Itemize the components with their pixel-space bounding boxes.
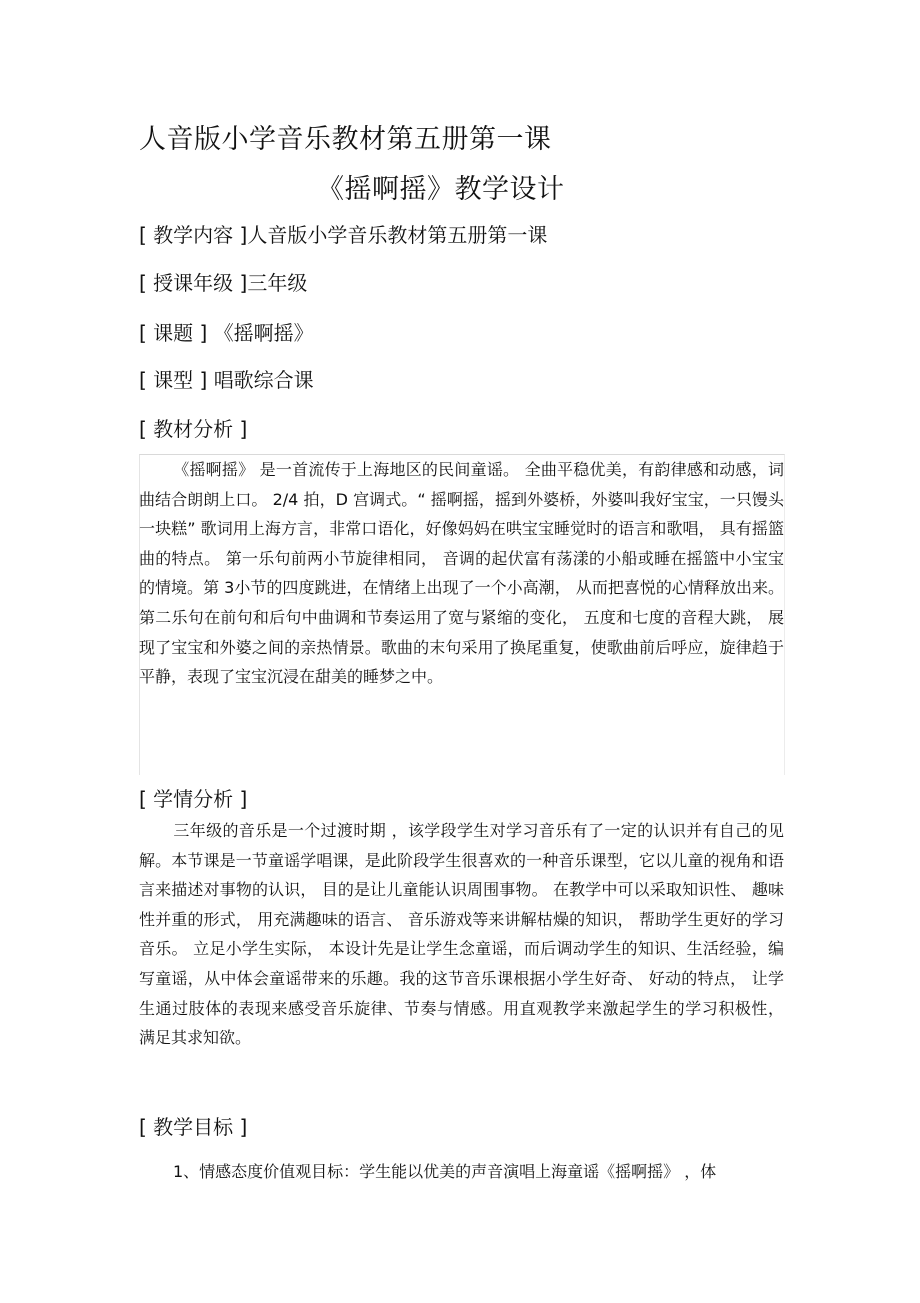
- field-grade: [139, 269, 307, 297]
- field-label: [ 课型 ]: [139, 368, 208, 392]
- field-value: 《摇啊摇》: [213, 321, 314, 345]
- field-value: 三年级: [247, 271, 308, 295]
- field-value: 人音版小学音乐教材第五册第一课: [247, 223, 548, 247]
- field-lesson-type: [139, 366, 314, 394]
- field-topic: [139, 319, 314, 347]
- section-heading-material: [ 教材分析 ]: [139, 417, 248, 441]
- field-label: [ 教学内容 ]: [139, 223, 248, 247]
- document-title-line2: 《摇啊摇》教学设计: [317, 174, 565, 205]
- document-title-line1: 人音版小学音乐教材第五册第一课: [139, 124, 552, 155]
- field-label: [ 授课年级 ]: [139, 271, 248, 295]
- field-teaching-content: [139, 221, 547, 249]
- material-analysis-text: 《摇啊摇》 是一首流传于上海地区的民间童谣。 全曲平稳优美，有韵律感和动感，词曲结合朗朗上口。 2/4 拍，D 宫调式。“ 摇啊摇，摇到外婆桥，外婆叫我好宝宝，一只馒头一块糕” 歌词用上海方言，非常口语化，好像妈妈在哄宝宝睡觉时的语言和歌唱， 具有摇篮曲的特点。 第一乐句前两小节旋律相同， 音调的起伏富有荡漾的小船或睡在摇篮中小宝宝的情境。第 3小节的四度跳进，在情绪上出现了一个小高潮， 从而把喜悦的心情释放出来。 第二乐句在前句和后句中曲调和节奏运用了宽与紧缩的变化， 五度和七度的音程大跳， 展现了宝宝和外婆之间的亲热情景。歌曲的末句采用了换尾重复，使歌曲前后呼应，旋律趋于平静，表现了宝宝沉浸在甜美的睡梦之中。: [139, 460, 784, 687]
- section-heading-goals: [ 教学目标 ]: [139, 1115, 248, 1139]
- field-value: 唱歌综合课: [213, 368, 314, 392]
- field-label: [ 课题 ]: [139, 321, 208, 345]
- section-heading-students: [ 学情分析 ]: [139, 787, 248, 811]
- student-analysis-text: 三年级的音乐是一个过渡时期 ，该学段学生对学习音乐有了一定的认识并有自己的见解。本节课是一节童谣学唱课，是此阶段学生很喜欢的一种音乐课型，它以儿童的视角和语言来描述对事物的认识， 目的是让儿童能认识周围事物。 在教学中可以采取知识性、 趣味性并重的形式， 用充满趣味的语言、 音乐游戏等来讲解枯燥的知识， 帮助学生更好的学习音乐。 立足小学生实际， 本设计先是让学生念童谣，而后调动学生的知识、生活经验，编写童谣，从中体会童谣带来的乐趣。我的这节音乐课根据小学生好奇、 好动的特点， 让学生通过肢体的表现来感受音乐旋律、节奏与情感。用直观教学来激起学生的学习积极性， 满足其求知欲。: [139, 821, 784, 1048]
- goals-text: 1、情感态度价值观目标：学生能以优美的声音演唱上海童谣《摇啊摇》 ，体: [173, 1162, 717, 1181]
